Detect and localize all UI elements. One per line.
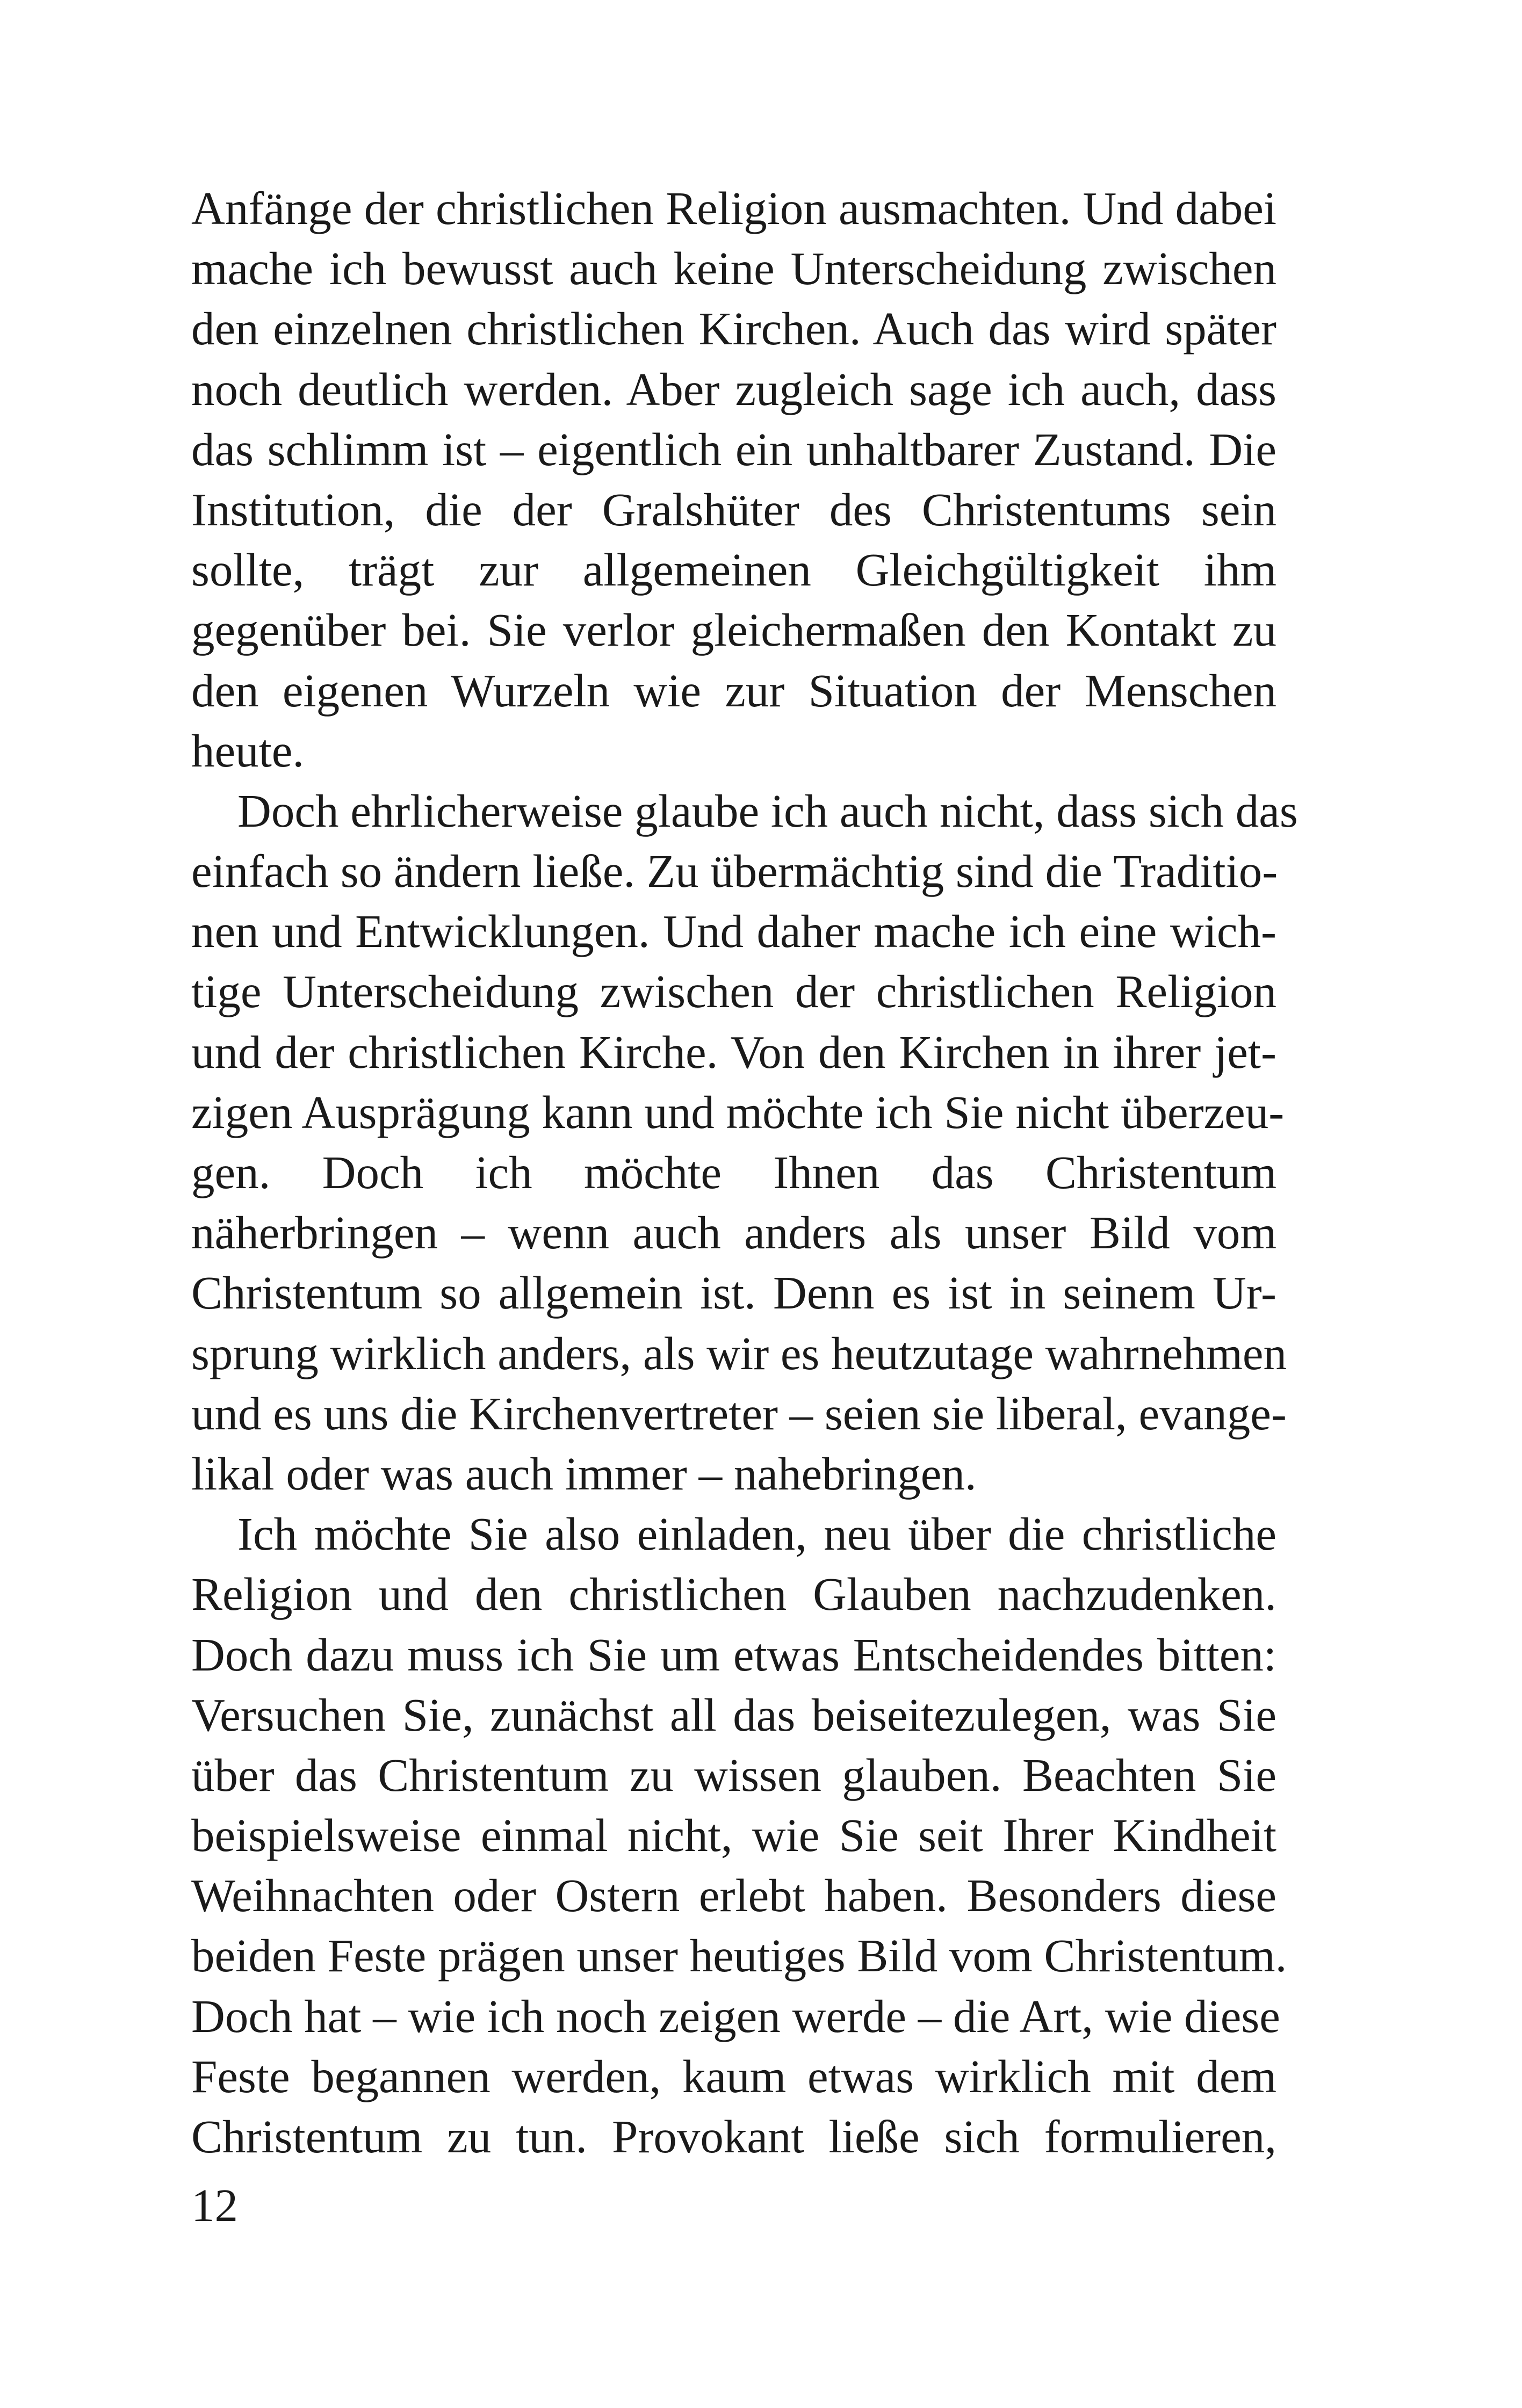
text-line: Religion und den christlichen Glauben nachzudenken. [191,1568,1276,1621]
text-line: Doch dazu muss ich Sie um etwas Entscheidendes bitten: [191,1628,1276,1681]
text-line: Weihnachten oder Ostern erlebt haben. Besonders diese [191,1869,1276,1922]
text-line: sprung wirklich anders, als wir es heutzutage wahrnehmen [191,1327,1287,1379]
body-text [191,178,1298,2167]
text-line: und der christlichen Kirche. Von den Kirchen in ihrer jet- [191,1025,1276,1078]
text-line: näherbringen – wenn auch anders als unser Bild vom [191,1206,1276,1259]
text-line: mache ich bewusst auch keine Unterscheidung zwischen [191,242,1276,295]
text-line: einfach so ändern ließe. Zu übermächtig sind die Traditio- [191,845,1278,898]
text-line: Christentum so allgemein ist. Denn es ist in seinem Ur- [191,1267,1276,1319]
text-line: sollte, trägt zur allgemeinen Gleichgültigkeit ihm [191,544,1276,596]
paragraph [191,1504,1287,2167]
text-line: Doch ehrlicherweise glaube ich auch nicht, dass sich das [237,784,1298,837]
text-line: Doch hat – wie ich noch zeigen werde – die Art, wie diese [191,1990,1280,2042]
text-line: noch deutlich werden. Aber zugleich sage ich auch, dass [191,363,1276,415]
text-line: Anfänge der christlichen Religion ausmachten. Und dabei [191,182,1276,234]
text-line: und es uns die Kirchenvertreter – seien sie liberal, evange- [191,1387,1287,1440]
text-line: Versuchen Sie, zunächst all das beiseitezulegen, was Sie [191,1688,1276,1741]
text-line: über das Christentum zu wissen glauben. Beachten Sie [191,1748,1276,1801]
text-line: likal oder was auch immer – nahebringen. [191,1447,977,1500]
text-line: den eigenen Wurzeln wie zur Situation der Menschen [191,664,1276,717]
text-line: das schlimm ist – eigentlich ein unhaltbarer Zustand. Die [191,423,1276,475]
text-line: gegenüber bei. Sie verlor gleichermaßen den Kontakt zu [191,604,1276,656]
text-line: Feste begannen werden, kaum etwas wirklich mit dem [191,2050,1276,2102]
text-line: nen und Entwicklungen. Und daher mache ich eine wich- [191,905,1276,958]
text-line: gen. Doch ich möchte Ihnen das Christentum [191,1146,1276,1198]
text-line: Christentum zu tun. Provokant ließe sich formulieren, [191,2110,1276,2163]
text-line: Ich möchte Sie also einladen, neu über die christliche [237,1508,1276,1560]
text-line: zigen Ausprägung kann und möchte ich Sie nicht überzeu- [191,1086,1285,1138]
page-number: 12 [191,2179,238,2231]
text-line: den einzelnen christlichen Kirchen. Auch das wird später [191,302,1276,355]
text-line: heute. [191,724,305,777]
paragraph [191,781,1298,1504]
paragraph [191,178,1276,781]
text-line: beispielsweise einmal nicht, wie Sie seit Ihrer Kindheit [191,1809,1276,1862]
text-line: Institution, die der Gralshüter des Christentums sein [191,483,1276,536]
text-line: beiden Feste prägen unser heutiges Bild vom Christentum. [191,1929,1287,1982]
text-line: tige Unterscheidung zwischen der christlichen Religion [191,965,1276,1018]
